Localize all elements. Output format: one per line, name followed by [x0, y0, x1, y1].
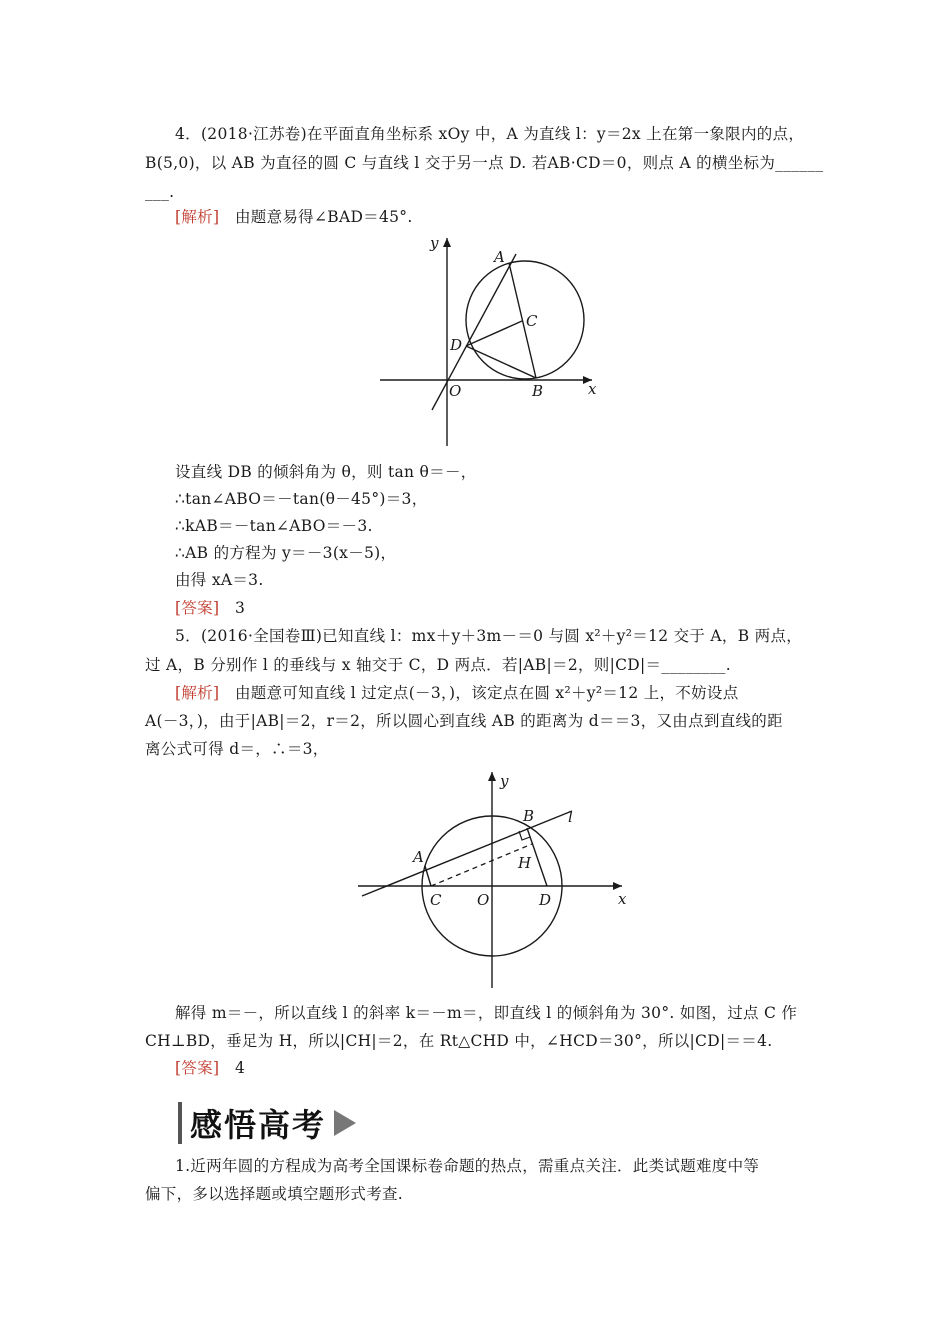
q5-analysis-3: 离公式可得 d＝，∴＝3，: [145, 740, 329, 758]
section-paragraph-2: 偏下，多以选择题或填空题形式考查.: [145, 1185, 404, 1203]
label-c: C: [526, 312, 538, 330]
q4-figure: [370, 234, 610, 450]
y-axis-arrow: [488, 772, 496, 781]
label-d: D: [450, 336, 463, 354]
section-heading: [178, 1100, 356, 1146]
label-b: B: [532, 382, 544, 400]
q4-step-3: ∴kAB＝－tan∠ABO＝－3.: [175, 517, 373, 535]
q5-analysis-2: A(－3，)，由于|AB|＝2，r＝2，所以圆心到直线 AB 的距离为 d＝＝3，又由点到直线的距: [145, 712, 783, 730]
q5-line-2: 过 A，B 分别作 l 的垂线与 x 轴交于 C，D 两点．若|AB|＝2，则|CD|＝________.: [145, 656, 731, 674]
label-l: l: [568, 808, 573, 826]
q5-figure: [350, 768, 640, 992]
analysis-tag: [解析]: [175, 208, 220, 226]
label-c: C: [430, 891, 442, 909]
q5-answer: [175, 1057, 840, 1079]
answer-tag: [答案]: [175, 1059, 220, 1077]
q4-step-2: ∴tan∠ABO＝－tan(θ－45°)＝3，: [175, 490, 428, 508]
label-d: D: [539, 891, 552, 909]
segment-ch: [431, 844, 532, 886]
label-o: O: [477, 891, 490, 909]
q4-line-2: B(5,0)，以 AB 为直径的圆 C 与直线 l 交于另一点 D. 若AB·CD＝0，则点 A 的横坐标为______: [145, 154, 824, 172]
q4-step-4: ∴AB 的方程为 y＝－3(x－5)，: [175, 544, 397, 562]
label-x: x: [618, 890, 627, 908]
q4-answer-value: 3: [234, 599, 246, 617]
q4-line-1: 4．(2018·江苏卷)在平面直角坐标系 xOy 中，A 为直线 l：y＝2x 上在第一象限内的点，: [175, 125, 805, 143]
line-l: [362, 811, 572, 896]
label-x: x: [588, 380, 597, 398]
label-a: A: [494, 248, 505, 266]
triangle-arrow-icon: [334, 1110, 356, 1136]
x-axis-arrow: [613, 882, 622, 890]
q5-solve-2: CH⊥BD，垂足为 H，所以|CH|＝2，在 Rt△CHD 中，∠HCD＝30°，所以|CD|＝＝4.: [145, 1032, 773, 1050]
label-o: O: [449, 382, 462, 400]
q4-line-3: ___.: [145, 183, 175, 201]
heading-bar: [178, 1102, 182, 1144]
y-axis-arrow: [443, 238, 451, 247]
label-a: A: [413, 848, 424, 866]
q5-solve-1: 解得 m＝－，所以直线 l 的斜率 k＝－m＝，即直线 l 的倾斜角为 30°. 如图，过点 C 作: [175, 1004, 798, 1022]
q5-analysis-text-1: 由题意可知直线 l 过定点(－3，)，该定点在圆 x²＋y²＝12 上，不妨设点: [234, 684, 739, 702]
q5-answer-value: 4: [234, 1059, 246, 1077]
q4-analysis-text: 由题意易得∠BAD＝45°.: [234, 208, 413, 226]
analysis-tag: [解析]: [175, 684, 220, 702]
section-paragraph-1: 1.近两年圆的方程成为高考全国课标卷命题的热点，需重点关注．此类试题难度中等: [175, 1157, 760, 1175]
label-y: y: [500, 772, 509, 790]
q4-step-1: 设直线 DB 的倾斜角为 θ，则 tan θ＝－，: [175, 463, 477, 481]
q5-line-1: 5．(2016·全国卷Ⅲ)已知直线 l：mx＋y＋3m－＝0 与圆 x²＋y²＝12 交于 A，B 两点，: [175, 627, 803, 645]
q4-answer: [175, 597, 840, 619]
line-l: [432, 254, 516, 410]
answer-tag: [答案]: [175, 599, 220, 617]
segment-dc: [466, 321, 522, 346]
label-b: B: [523, 807, 535, 825]
label-y: y: [430, 234, 439, 252]
section-title: 感悟高考: [190, 1106, 327, 1144]
label-h: H: [518, 854, 532, 872]
circle-c: [466, 261, 584, 379]
q5-analysis-1: [175, 682, 840, 704]
q4-step-5: 由得 xA＝3.: [175, 571, 264, 589]
q4-analysis: [175, 206, 840, 228]
